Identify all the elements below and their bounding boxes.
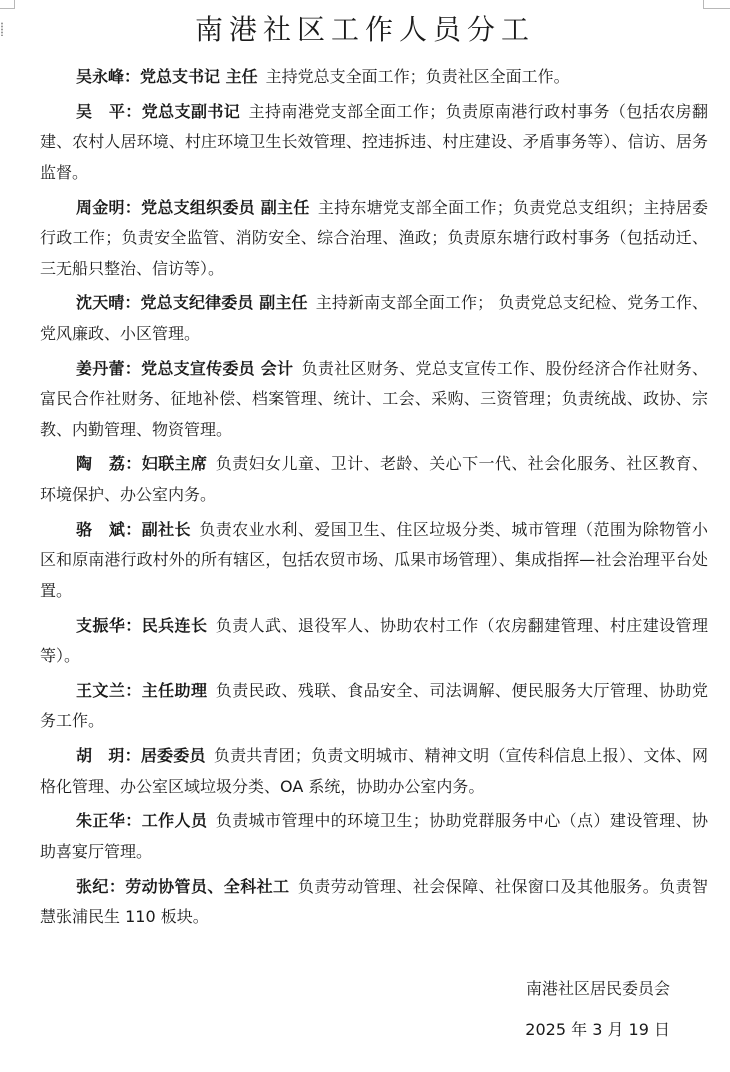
- staff-role: 党总支宣传委员 会计: [141, 358, 294, 378]
- staff-entry: [40, 741, 708, 802]
- staff-name: 吴永峰：: [76, 67, 141, 86]
- signature-organization: 南港社区居民委员会: [525, 979, 670, 998]
- page-corner-mark-right: [703, 0, 730, 9]
- staff-entry: [40, 354, 708, 446]
- staff-duty: 主持新南支部全面工作； 负责党总支纪检、党务工作、党风廉政、小区管理。: [40, 293, 708, 343]
- staff-role: 主任助理: [141, 680, 208, 700]
- staff-entry: [40, 611, 708, 672]
- staff-entry: [40, 449, 708, 510]
- staff-name: 张纪：: [76, 876, 126, 896]
- staff-entry: [40, 97, 708, 189]
- staff-entry: [40, 515, 708, 607]
- staff-role: 工作人员: [141, 811, 208, 831]
- staff-entry: [40, 62, 708, 93]
- staff-name: 支振华：: [76, 615, 142, 635]
- staff-duty: 主持东塘党支部全面工作；负责党总支组织；主持居委行政工作；负责安全监管、消防安全、综合治理、渔政；负责原东塘行政村事务（包括动迁、三无船只整治、信访等）。: [40, 197, 708, 278]
- signature-date: 2025 年 3 月 19 日: [525, 1020, 670, 1039]
- staff-name: 王文兰：: [76, 680, 142, 700]
- staff-name: 姜丹蕾：: [76, 358, 142, 378]
- staff-duty: 主持南港党支部全面工作；负责原南港行政村事务（包括农房翻建、农村人居环境、村庄环境卫生长效管理、控违拆违、村庄建设、矛盾事务等）、信访、居务监督。: [40, 101, 708, 182]
- staff-name: 沈天晴：: [76, 293, 141, 313]
- document-body: [40, 62, 708, 937]
- staff-entry: [40, 288, 708, 349]
- staff-entry: [40, 193, 708, 285]
- staff-name: 陶 荔：: [76, 454, 142, 474]
- staff-duty: 负责共青团；负责文明城市、精神文明（宣传科信息上报）、文体、网格化管理、办公室区域垃圾分类、OA 系统，协助办公室内务。: [40, 746, 708, 796]
- staff-role: 党总支副书记: [141, 101, 241, 121]
- staff-duty: 负责农业水利、爱国卫生、住区垃圾分类、城市管理（范围为除物管小区和原南港行政村外的所有辖区，包括农贸市场、瓜果市场管理）、集成指挥—社会治理平台处置。: [40, 519, 708, 600]
- staff-name: 骆 斌：: [76, 519, 142, 539]
- staff-duty: 负责城市管理中的环境卫生；协助党群服务中心（点）建设管理、协助喜宴厅管理。: [40, 811, 708, 861]
- staff-name: 胡 玥：: [76, 746, 141, 766]
- staff-role: 党总支组织委员 副主任: [141, 197, 310, 217]
- staff-entry: [40, 872, 708, 933]
- staff-role: 劳动协管员、全科社工: [125, 876, 290, 896]
- staff-entry: [40, 806, 708, 867]
- staff-role: 党总支纪律委员 副主任: [140, 293, 308, 313]
- staff-role: 副社长: [141, 519, 191, 539]
- staff-entry: [40, 676, 708, 737]
- staff-role: 妇联主席: [141, 454, 208, 474]
- staff-role: 居委委员: [140, 746, 206, 766]
- staff-name: 朱正华：: [76, 811, 142, 831]
- staff-duty: 负责劳动管理、社会保障、社保窗口及其他服务。负责智慧张浦民生 110 板块。: [40, 876, 708, 927]
- staff-duty: 负责民政、残联、食品安全、司法调解、便民服务大厅管理、协助党务工作。: [40, 680, 708, 731]
- staff-name: 吴 平：: [76, 101, 142, 121]
- staff-duty: 负责人武、退役军人、协助农村工作（农房翻建管理、村庄建设管理等）。: [40, 615, 708, 666]
- staff-role: 民兵连长: [141, 615, 208, 635]
- staff-duty: 负责社区财务、党总支宣传工作、股份经济合作社财务、富民合作社财务、征地补偿、档案管理、统计、工会、采购、三资管理；负责统战、政协、宗教、内勤管理、物资管理。: [40, 358, 708, 439]
- document-title: 南港社区工作人员分工: [194, 13, 535, 46]
- staff-name: 周金明：: [76, 197, 142, 217]
- staff-duty: 主持党总支全面工作；负责社区全面工作。: [265, 67, 570, 86]
- staff-role: 党总支书记 主任: [140, 67, 258, 86]
- staff-duty: 负责妇女儿童、卫计、老龄、关心下一代、社会化服务、社区教育、环境保护、办公室内务。: [40, 454, 708, 504]
- page-corner-mark-left: [0, 0, 15, 9]
